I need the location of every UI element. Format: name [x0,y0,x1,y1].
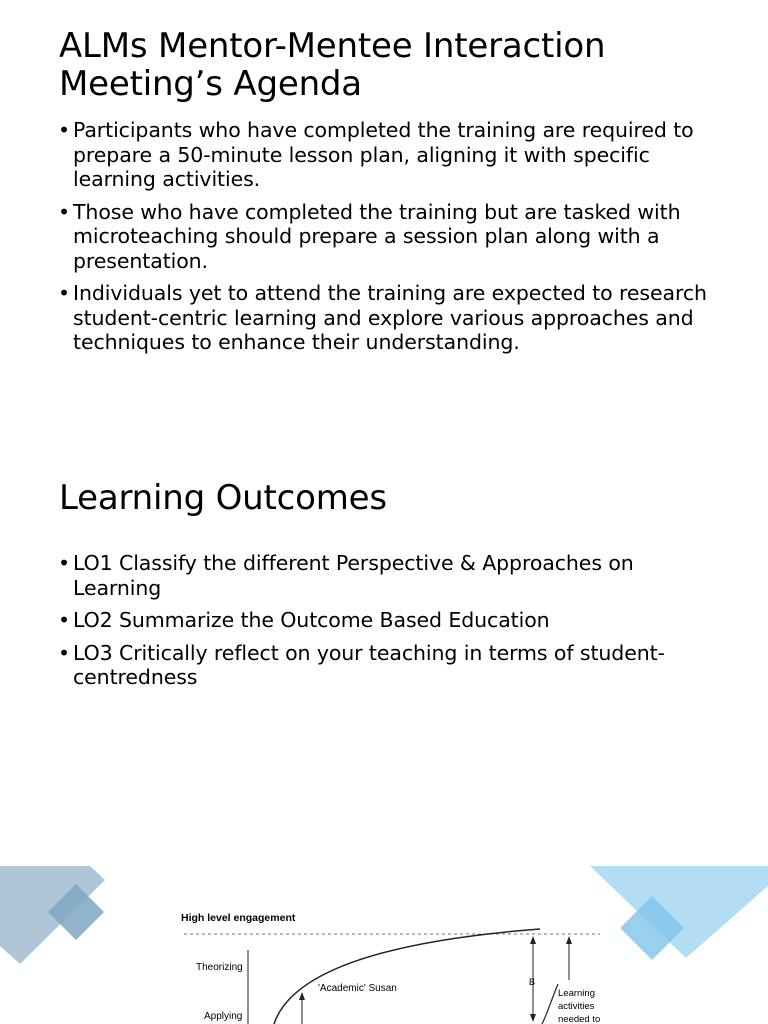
note-line-1: Learning [558,988,595,999]
outcome-bullet: • LO3 Critically reflect on your teaching in terms of student-centredness [58,641,718,690]
gap-label: B [529,977,536,987]
slide-diagram [0,866,768,1024]
diagram-header: High level engagement [181,912,296,924]
gap-arrow-head-bottom [530,1014,536,1022]
engagement-curve [274,929,540,1024]
outcome-bullet: • LO2 Summarize the Outcome Based Education [58,608,718,633]
note-arrow-head [566,936,572,944]
level-applying: Applying [204,1011,243,1022]
agenda-bullet: • Participants who have completed the training are required to prepare a 50-minute lesson plan, aligning it with specific learning activities. [58,118,718,192]
agenda-bullet: • Those who have completed the training but are tasked with microteaching should prepare a session plan along with a presentation. [58,200,718,274]
note-line-2: activities [558,1001,595,1012]
decorative-diamonds-right [588,866,768,966]
outcome-bullet: • LO1 Classify the different Perspective & Approaches on Learning [58,551,718,600]
up-arrow-head [299,992,305,1000]
engagement-diagram [170,866,610,1024]
title-line-1: ALMs Mentor-Mentee Interaction [59,26,606,66]
title-line-2: Meeting’s Agenda [59,64,362,104]
outcomes-bullet-list [58,551,718,698]
curve-label: 'Academic' Susan [318,983,397,994]
note-line-3: needed to [558,1014,601,1024]
gap-arrow-head-top [530,936,536,944]
slide-title-learning-outcomes: Learning Outcomes [59,478,387,518]
note-bracket [542,984,558,1024]
agenda-bullet: • Individuals yet to attend the training are expected to research student-centric learning and explore various approaches and techniques to enhance their understanding. [58,281,718,355]
level-theorizing: Theorizing [196,962,243,973]
diamond-shape [590,866,768,958]
decorative-diamonds-left [0,866,120,976]
